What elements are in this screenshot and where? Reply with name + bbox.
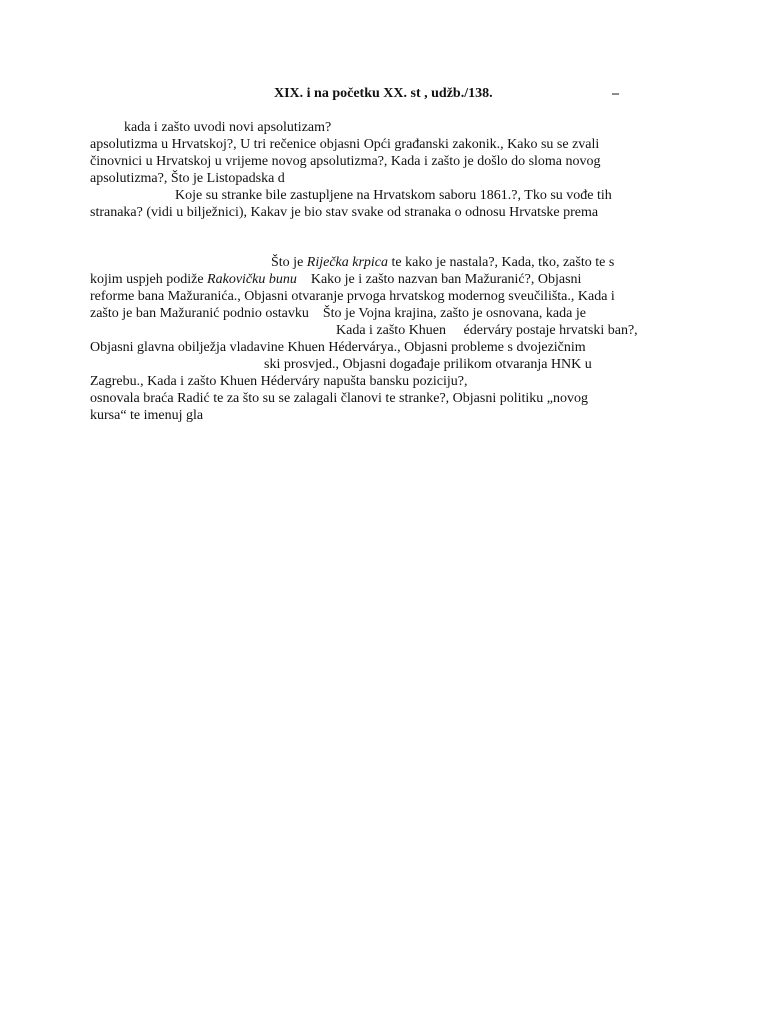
text-line: ski prosvjed., Objasni događaje prilikom otvaranja HNK u bbox=[264, 357, 592, 372]
italic-term: Rakovičku bunu bbox=[207, 272, 297, 287]
text-line: kada i zašto uvodi novi apsolutizam? bbox=[124, 120, 332, 135]
text-line: zašto je ban Mažuranić podnio ostavku Što je Vojna krajina, zašto je osnovana, kada je bbox=[90, 306, 586, 321]
text-line: činovnici u Hrvatskoj u vrijeme novog apsolutizma?, Kada i zašto je došlo do sloma novog bbox=[90, 154, 601, 169]
text-line: Koje su stranke bile zastupljene na Hrvatskom saboru 1861.?, Tko su vođe tih bbox=[175, 188, 612, 203]
text-line: reforme bana Mažuranića., Objasni otvaranje prvoga hrvatskog modernog sveučilišta., Kada i bbox=[90, 289, 615, 304]
text-line: Kada i zašto Khuen éderváry postaje hrvatski ban?, bbox=[336, 323, 638, 338]
text-line: kursa“ te imenuj gla bbox=[90, 408, 204, 423]
text-line: Što je Riječka krpica te kako je nastala?, Kada, tko, zašto te s bbox=[271, 255, 615, 270]
text-line: Objasni glavna obilježja vladavine Khuen Hédervárya., Objasni probleme s dvojezičnim bbox=[90, 340, 586, 355]
italic-term: Riječka krpica bbox=[306, 255, 389, 270]
text-line: kojim uspjeh podiže Rakovičku bunu Kako je i zašto nazvan ban Mažuranić?, Objasni bbox=[90, 272, 582, 287]
text-line: apsolutizma?, Što je Listopadska d bbox=[90, 171, 285, 186]
title-dash: – bbox=[612, 86, 619, 101]
page-title: XIX. i na početku XX. st , udžb./138. bbox=[274, 86, 493, 101]
text-line: osnovala braća Radić te za što su se zalagali članovi te stranke?, Objasni politiku „novog bbox=[90, 391, 589, 406]
text-line: Zagrebu., Kada i zašto Khuen Héderváry napušta bansku poziciju?, bbox=[90, 374, 468, 389]
text-line: stranaka? (vidi u bilježnici), Kakav je bio stav svake od stranaka o odnosu Hrvatske prema bbox=[90, 205, 599, 220]
text-line: apsolutizma u Hrvatskoj?, U tri rečenice objasni Opći građanski zakonik., Kako su se zvali bbox=[90, 137, 600, 152]
